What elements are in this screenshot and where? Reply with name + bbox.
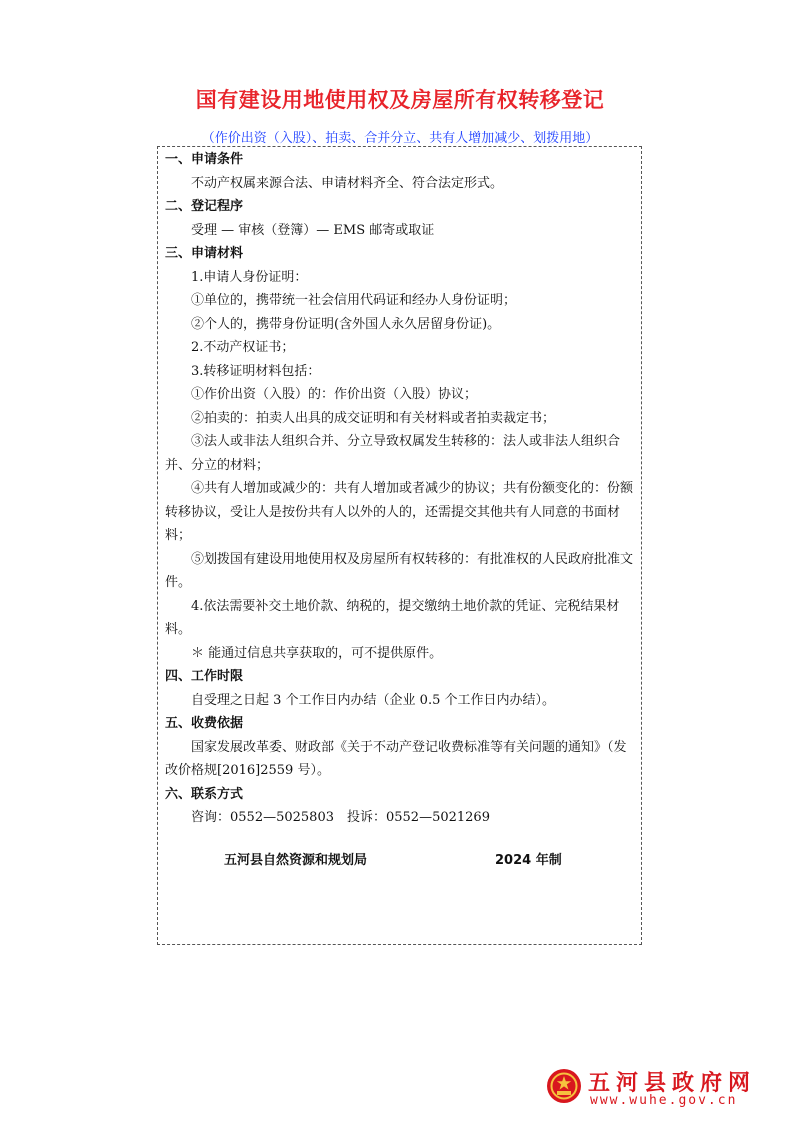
material-item: 1.申请人身份证明： xyxy=(191,269,308,285)
material-note: ＊ 能通过信息共享获取的，可不提供原件。 xyxy=(191,645,443,661)
section-text-time-limit: 自受理之日起 3 个工作日内办结（企业 0.5 个工作日内办结）。 xyxy=(191,692,555,708)
section-heading-contact: 六、联系方式 xyxy=(165,786,244,802)
issuing-organization: 五河县自然资源和规划局 xyxy=(224,853,368,868)
section-text-fees: 国家发展改革委、财政部《关于不动产登记收费标准等有关问题的通知》（发改价格规[2016]2559 号）。 xyxy=(165,739,627,778)
document-title: 国有建设用地使用权及房屋所有权转移登记 xyxy=(195,88,605,112)
material-item: ④共有人增加或减少的：共有人增加或者减少的协议；共有份额变化的：份额转移协议，受让人是按份共有人以外的人的，还需提交其他共有人同意的书面材料； xyxy=(165,481,634,543)
document-subtitle: （作价出资（入股）、拍卖、合并分立、共有人增加减少、划拨用地） xyxy=(201,131,599,146)
section-heading-procedure: 二、登记程序 xyxy=(165,199,244,214)
site-name-watermark: 五河县政府网 xyxy=(588,1071,757,1096)
section-heading-fees: 五、收费依据 xyxy=(165,716,244,731)
section-heading-materials: 三、申请材料 xyxy=(165,246,244,261)
material-item: ②个人的，携带身份证明(含外国人永久居留身份证)。 xyxy=(191,316,501,332)
material-item: ②拍卖的：拍卖人出具的成交证明和有关材料或者拍卖裁定书； xyxy=(191,410,556,426)
section-heading-time-limit: 四、工作时限 xyxy=(165,669,244,684)
material-item: ③法人或非法人组织合并、分立导致权属发生转移的：法人或非法人组织合并、分立的材料； xyxy=(165,434,621,473)
material-item: 2.不动产权证书； xyxy=(191,340,295,355)
section-heading-conditions: 一、申请条件 xyxy=(165,152,244,167)
section-text-procedure: 受理 — 审核（登簿）— EMS 邮寄或取证 xyxy=(191,222,435,238)
document-body xyxy=(165,148,635,830)
material-item: ①单位的，携带统一社会信用代码证和经办人身份证明； xyxy=(191,293,517,308)
material-item: 3.转移证明材料包括： xyxy=(191,363,321,379)
issue-year: 2024 年制 xyxy=(495,853,562,868)
section-text-contact: 咨询：0552—5025803 投诉：0552—5021269 xyxy=(191,810,490,825)
material-item: 4.依法需要补交土地价款、纳税的，提交缴纳土地价款的凭证、完税结果材料。 xyxy=(165,598,620,637)
section-text-conditions: 不动产权属来源合法、申请材料齐全、符合法定形式。 xyxy=(191,175,504,191)
site-url-watermark: www.wuhe.gov.cn xyxy=(590,1093,738,1108)
material-item: ①作价出资（入股）的：作价出资（入股）协议； xyxy=(191,387,478,402)
national-emblem-icon xyxy=(546,1068,582,1104)
material-item: ⑤划拨国有建设用地使用权及房屋所有权转移的：有批准权的人民政府批准文件。 xyxy=(165,551,634,590)
